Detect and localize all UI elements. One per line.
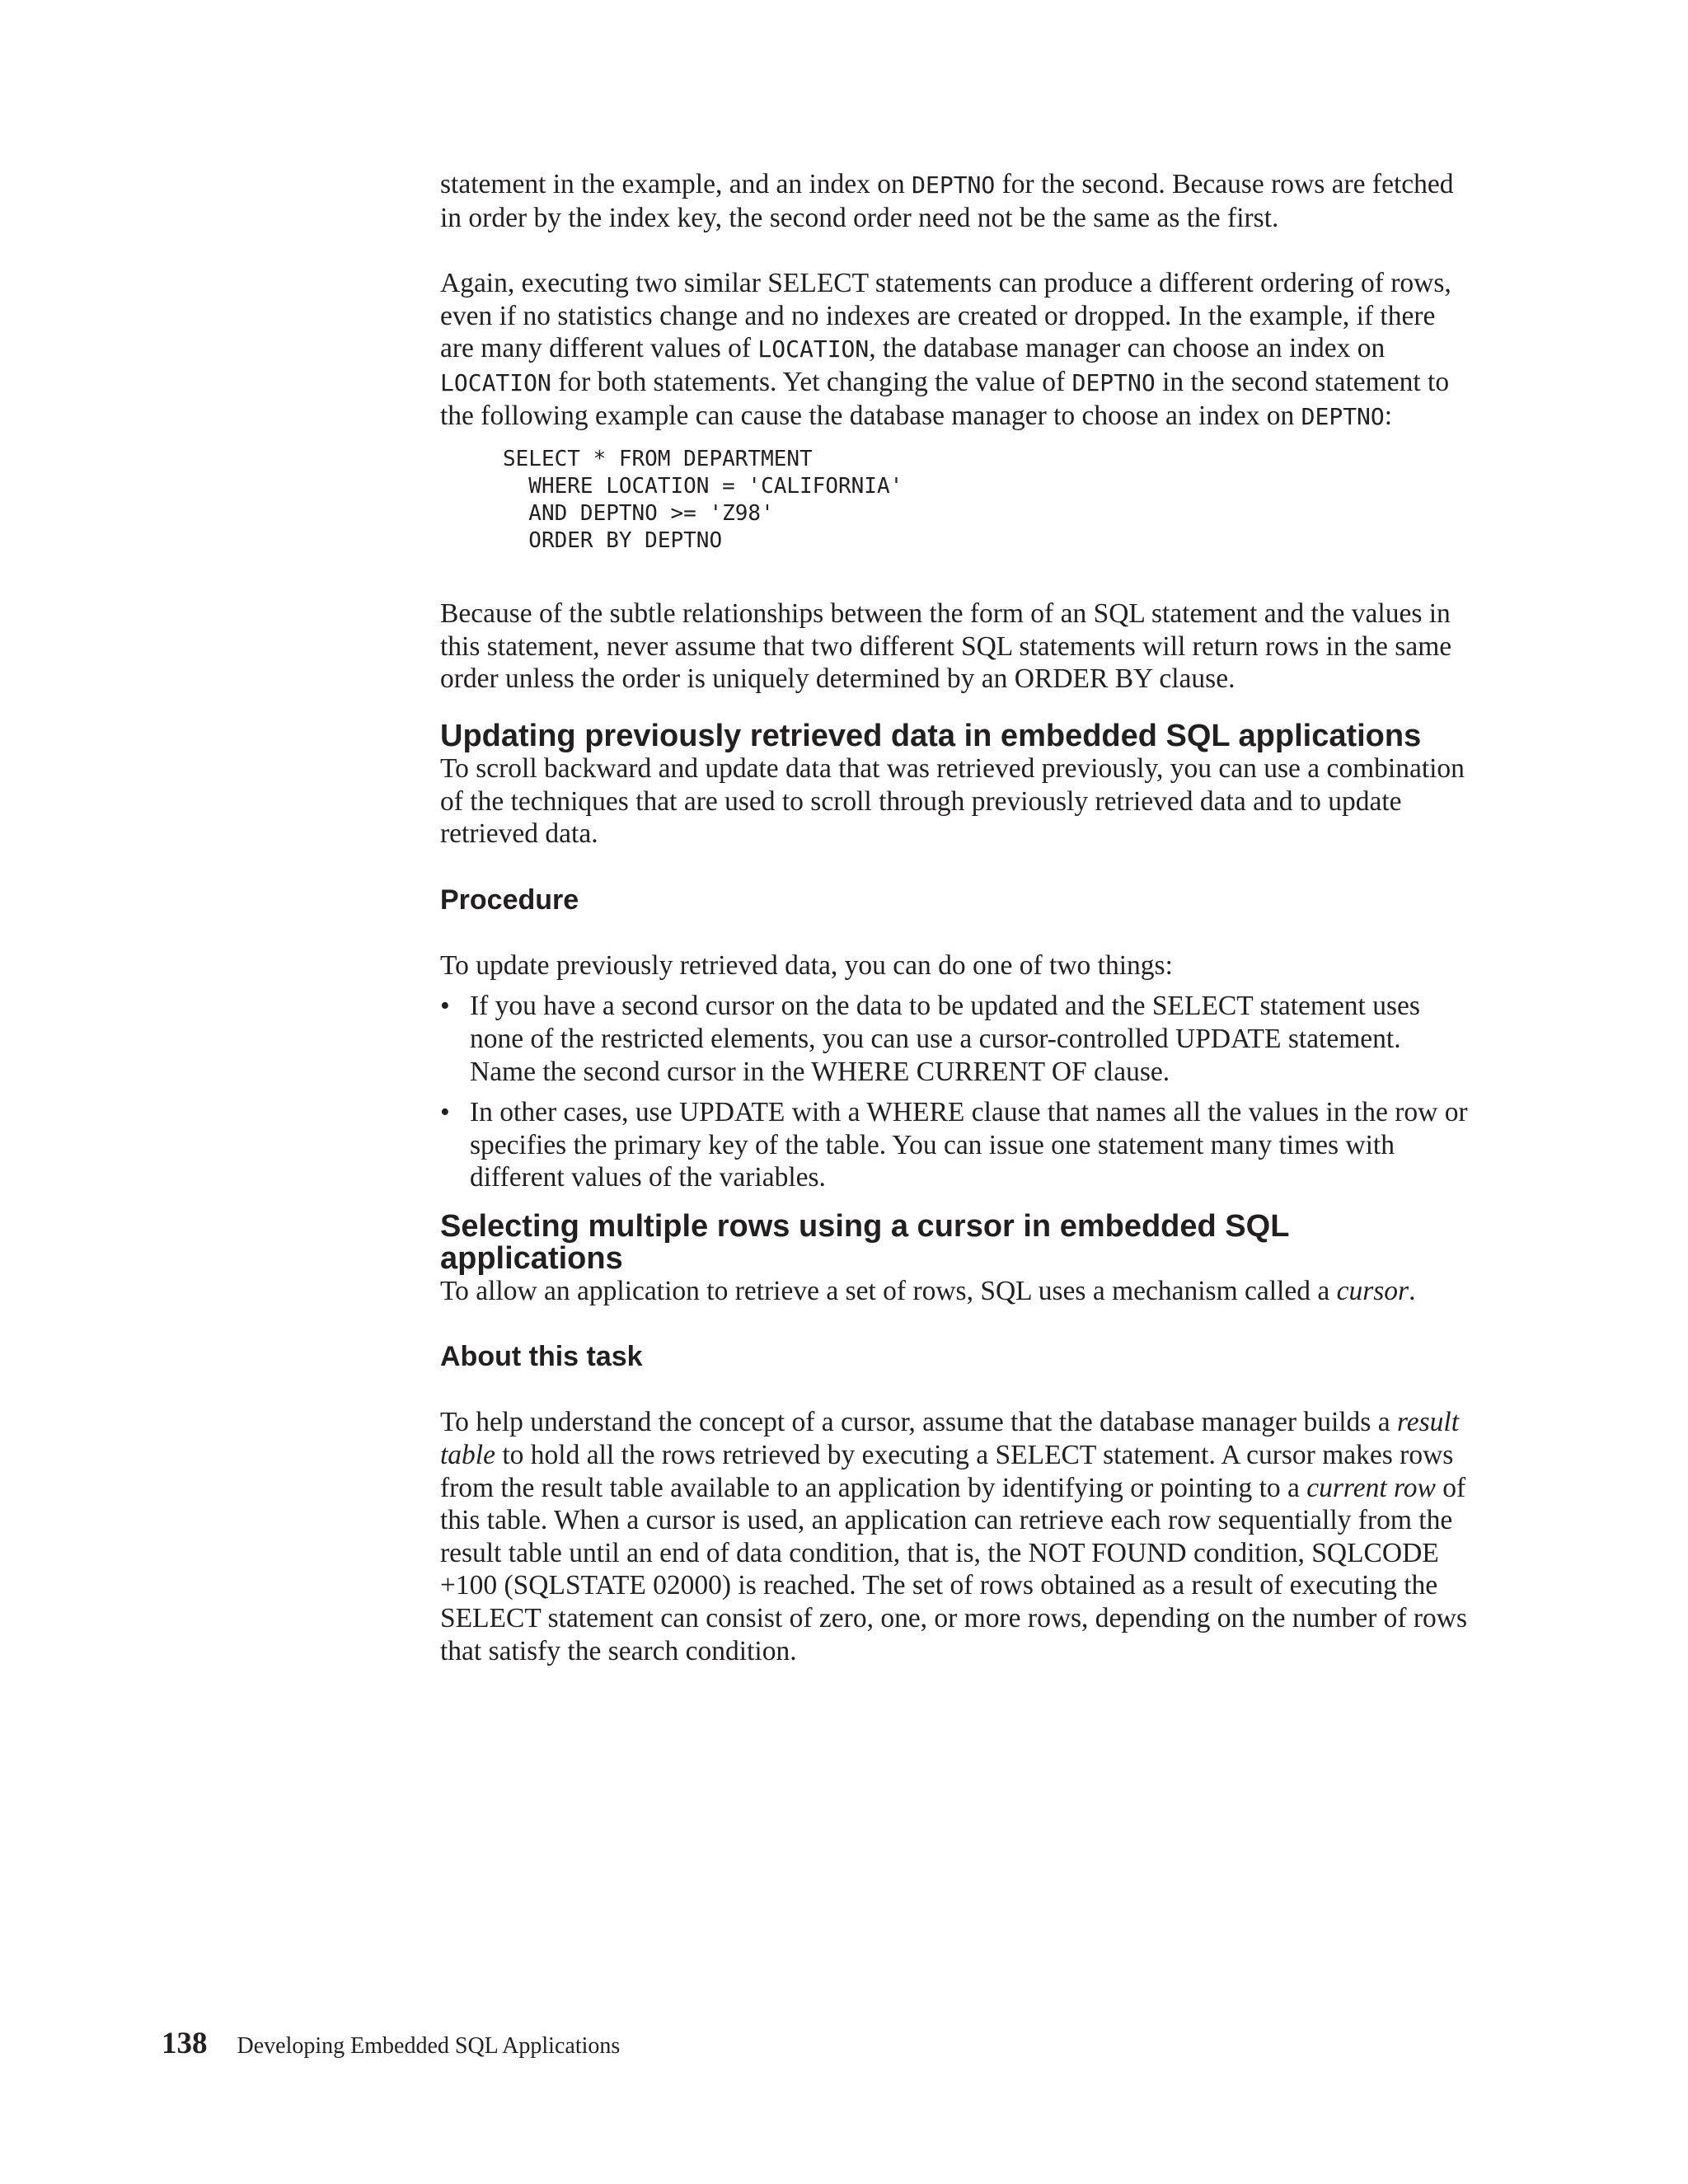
intro-paragraph-3: Because of the subtle relationships between the form of an SQL statement and the values in this statement, never assume that two different SQL statements will return rows in the same order unless the order is uniquely determined by an ORDER BY clause. xyxy=(440,598,1452,695)
list-item: • In other cases, use UPDATE with a WHERE clause that names all the values in the row or specifies the primary key of the table. You can issue one statement many times with different values of the variables. xyxy=(440,1097,1468,1193)
about-task-paragraph: To help understand the concept of a cursor, assume that the database manager builds a result table to hold all the rows retrieved by executing a SELECT statement. A cursor makes rows from the result table available to an application by identifying or pointing to a current row of this table. When a cursor is used, an application can retrieve each row sequentially from the result table until an end of data condition, that is, the NOT FOUND condition, SQLCODE +100 (SQLSTATE 02000) is reached. The set of rows obtained as a result of executing the SELECT statement can consist of zero, one, or more rows, depending on the number of rows that satisfy the search condition. xyxy=(440,1407,1468,1666)
intro-paragraph-2: Again, executing two similar SELECT statements can produce a different ordering of rows, even if no statistics change and no indexes are created or dropped. In the example, if there are many different values of LOCATION, the database manager can choose an index on LOCATION for both statements. Yet changing the value of DEPTNO in the second statement to the following example can cause the database manager to choose an index on DEPTNO: xyxy=(440,268,1451,431)
section-heading-updating: Updating previously retrieved data in embedded SQL applications xyxy=(440,718,1422,753)
term-current-row: current row xyxy=(1306,1472,1436,1503)
bullet-icon: • xyxy=(440,1097,450,1128)
page-body xyxy=(440,168,1470,1667)
book-title: Developing Embedded SQL Applications xyxy=(237,2033,621,2059)
list-item: • If you have a second cursor on the data to be updated and the SELECT statement uses none of the restricted elements, you can use a cursor-controlled UPDATE statement. Name the second cursor in the WHERE CURRENT OF clause. xyxy=(440,991,1420,1087)
subheading-about-this-task: About this task xyxy=(440,1341,643,1373)
page-number: 138 xyxy=(162,2027,208,2060)
section-heading-selecting: Selecting multiple rows using a cursor in embedded SQL applications xyxy=(440,1208,1289,1276)
inline-code: LOCATION xyxy=(757,335,870,363)
inline-code: DEPTNO xyxy=(912,171,996,199)
bullet-icon: • xyxy=(440,991,450,1022)
subheading-procedure: Procedure xyxy=(440,883,579,916)
inline-code: DEPTNO xyxy=(1071,368,1156,396)
term-cursor: cursor xyxy=(1336,1275,1409,1306)
inline-code: DEPTNO xyxy=(1301,402,1385,430)
procedure-list xyxy=(440,990,1470,1194)
procedure-lead: To update previously retrieved data, you can do one of two things: xyxy=(440,949,1173,981)
section-summary-updating: To scroll backward and update data that was retrieved previously, you can use a combination of the techniques that are used to scroll through previously retrieved data and to update retrieved data. xyxy=(440,752,1465,850)
intro-paragraph-1: statement in the example, and an index on DEPTNO for the second. Because rows are fetched in order by the index key, the second order need not be the same as the first. xyxy=(440,169,1454,233)
inline-code: LOCATION xyxy=(440,368,551,396)
section-summary-selecting: To allow an application to retrieve a set of rows, SQL uses a mechanism called a cursor. xyxy=(440,1275,1416,1306)
code-example: SELECT * FROM DEPARTMENT WHERE LOCATION = 'CALIFORNIA' AND DEPTNO >= 'Z98' ORDER BY DEPTNO xyxy=(503,447,903,554)
page-footer xyxy=(162,2026,620,2061)
term-result-table: result table xyxy=(440,1407,1460,1471)
